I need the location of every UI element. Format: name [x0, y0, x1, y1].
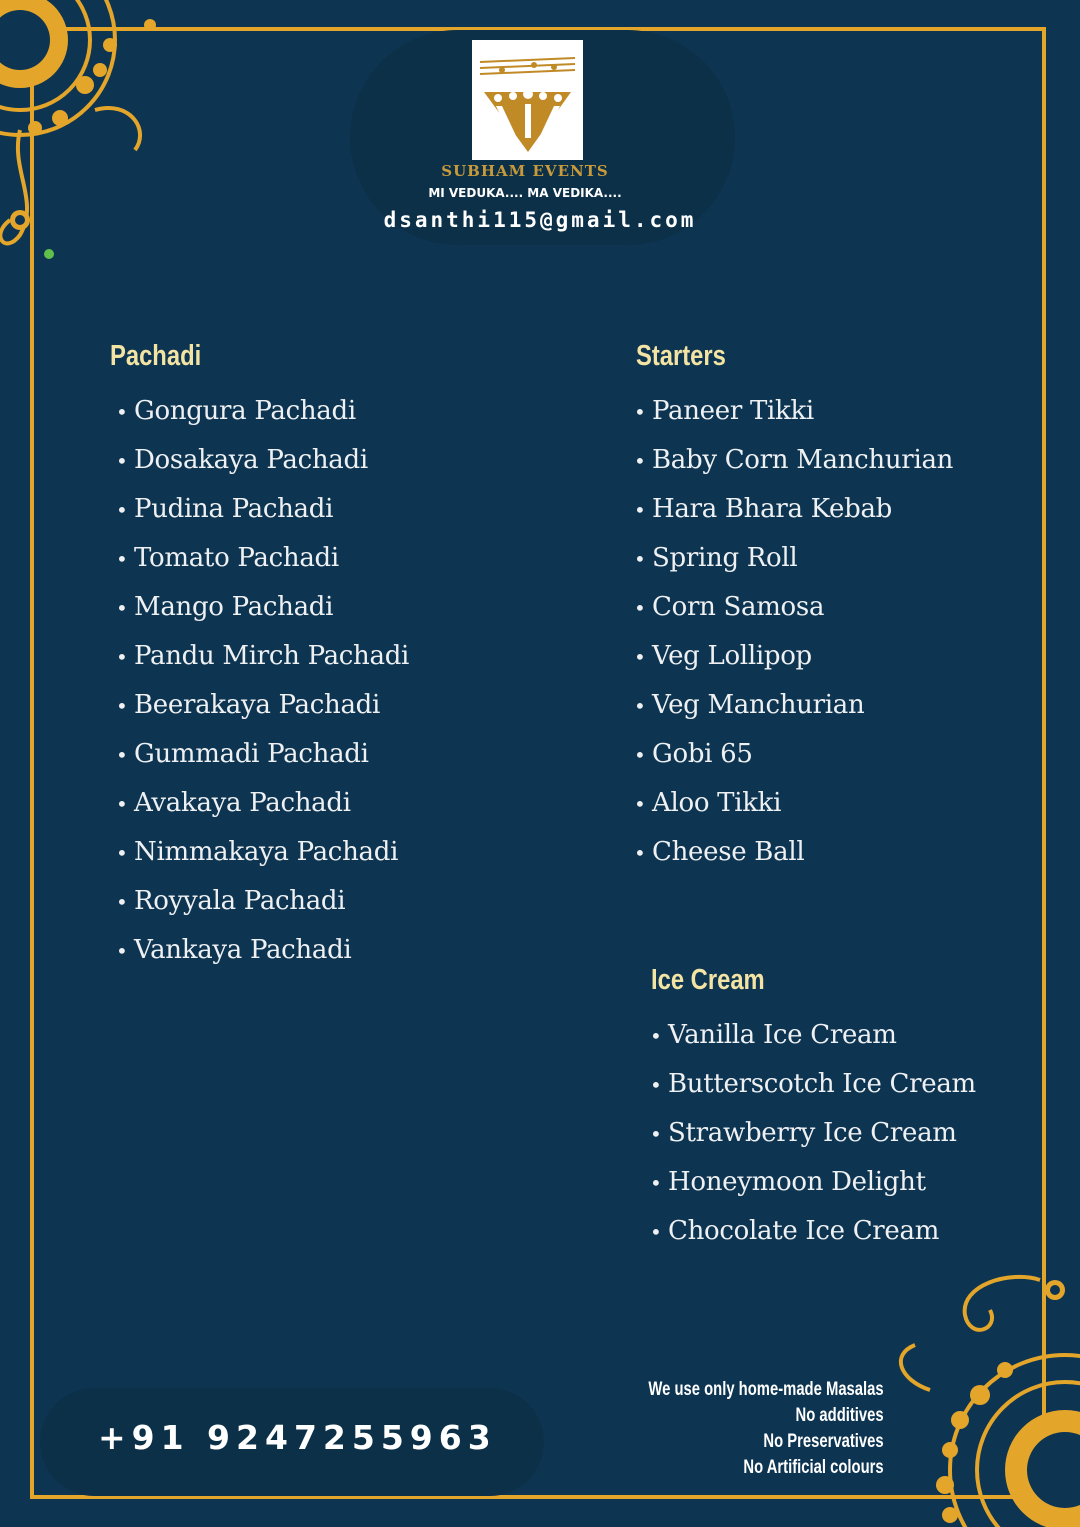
item-label: Tomato Pachadi	[134, 543, 339, 573]
list-item: • Gongura Pachadi	[116, 396, 356, 426]
item-label: Chocolate Ice Cream	[668, 1216, 940, 1246]
list-item: • Tomato Pachadi	[116, 543, 339, 573]
list-item: • Gobi 65	[634, 739, 753, 769]
item-label: Beerakaya Pachadi	[134, 690, 381, 720]
list-item: • Butterscotch Ice Cream	[650, 1069, 976, 1099]
item-label: Avakaya Pachadi	[134, 788, 351, 818]
item-label: Corn Samosa	[652, 592, 825, 622]
list-item: • Honeymoon Delight	[650, 1167, 926, 1197]
list-item: • Strawberry Ice Cream	[650, 1118, 957, 1148]
list-item: • Hara Bhara Kebab	[634, 494, 893, 524]
item-label: Vanilla Ice Cream	[668, 1020, 897, 1050]
note-line: No Preservatives	[763, 1431, 884, 1452]
item-label: Veg Lollipop	[652, 641, 812, 671]
item-label: Pandu Mirch Pachadi	[134, 641, 410, 671]
section-title-pachadi: Pachadi	[110, 340, 202, 372]
list-item: • Nimmakaya Pachadi	[116, 837, 399, 867]
list-item: • Chocolate Ice Cream	[650, 1216, 940, 1246]
list-item: • Aloo Tikki	[634, 788, 782, 818]
bottom-right-mandala-ornament	[890, 1270, 1080, 1527]
item-label: Butterscotch Ice Cream	[668, 1069, 976, 1099]
list-item: • Avakaya Pachadi	[116, 788, 351, 818]
item-label: Dosakaya Pachadi	[134, 445, 368, 475]
section-title-starters: Starters	[636, 340, 726, 372]
section-title-ice-cream: Ice Cream	[651, 964, 765, 996]
item-label: Paneer Tikki	[652, 396, 814, 426]
item-label: Royyala Pachadi	[134, 886, 346, 916]
list-item: • Spring Roll	[634, 543, 798, 573]
list-item: • Veg Manchurian	[634, 690, 865, 720]
note-line: No Artificial colours	[743, 1457, 884, 1478]
item-label: Spring Roll	[652, 543, 798, 573]
ice-cream-list	[650, 1011, 976, 1256]
list-item: • Pandu Mirch Pachadi	[116, 641, 410, 671]
item-label: Hara Bhara Kebab	[652, 494, 893, 524]
green-dot	[44, 249, 54, 259]
item-label: Gummadi Pachadi	[134, 739, 369, 769]
subham-events-logo	[472, 40, 583, 160]
note-line: We use only home-made Masalas	[648, 1379, 884, 1400]
list-item: • Royyala Pachadi	[116, 886, 346, 916]
item-label: Gobi 65	[652, 739, 753, 769]
phone-number[interactable]: +91 9247255963	[98, 1418, 497, 1457]
quality-notes	[582, 1377, 884, 1481]
email-address[interactable]: dsanthi115@gmail.com	[383, 208, 697, 232]
brand-name: SUBHAM EVENTS	[441, 162, 609, 180]
list-item: • Cheese Ball	[634, 837, 805, 867]
item-label: Nimmakaya Pachadi	[134, 837, 399, 867]
pachadi-list	[116, 387, 409, 975]
list-item: • Dosakaya Pachadi	[116, 445, 368, 475]
item-label: Vankaya Pachadi	[134, 935, 352, 965]
item-label: Gongura Pachadi	[134, 396, 356, 426]
item-label: Aloo Tikki	[652, 788, 782, 818]
list-item: • Veg Lollipop	[634, 641, 812, 671]
list-item: • Vankaya Pachadi	[116, 935, 352, 965]
list-item: • Pudina Pachadi	[116, 494, 334, 524]
item-label: Honeymoon Delight	[668, 1167, 926, 1197]
item-label: Pudina Pachadi	[134, 494, 334, 524]
item-label: Baby Corn Manchurian	[652, 445, 954, 475]
list-item: • Gummadi Pachadi	[116, 739, 369, 769]
list-item: • Corn Samosa	[634, 592, 825, 622]
list-item: • Vanilla Ice Cream	[650, 1020, 897, 1050]
item-label: Strawberry Ice Cream	[668, 1118, 957, 1148]
starters-list	[634, 387, 953, 877]
tagline: MI VEDUKA.... MA VEDIKA....	[428, 186, 622, 200]
list-item: • Paneer Tikki	[634, 396, 814, 426]
logo-icon	[472, 40, 583, 160]
item-label: Veg Manchurian	[652, 690, 865, 720]
list-item: • Beerakaya Pachadi	[116, 690, 381, 720]
item-label: Mango Pachadi	[134, 592, 334, 622]
list-item: • Mango Pachadi	[116, 592, 334, 622]
list-item: • Baby Corn Manchurian	[634, 445, 954, 475]
top-left-mandala-ornament	[0, 0, 170, 260]
item-label: Cheese Ball	[652, 837, 805, 867]
note-line: No additives	[795, 1405, 884, 1426]
